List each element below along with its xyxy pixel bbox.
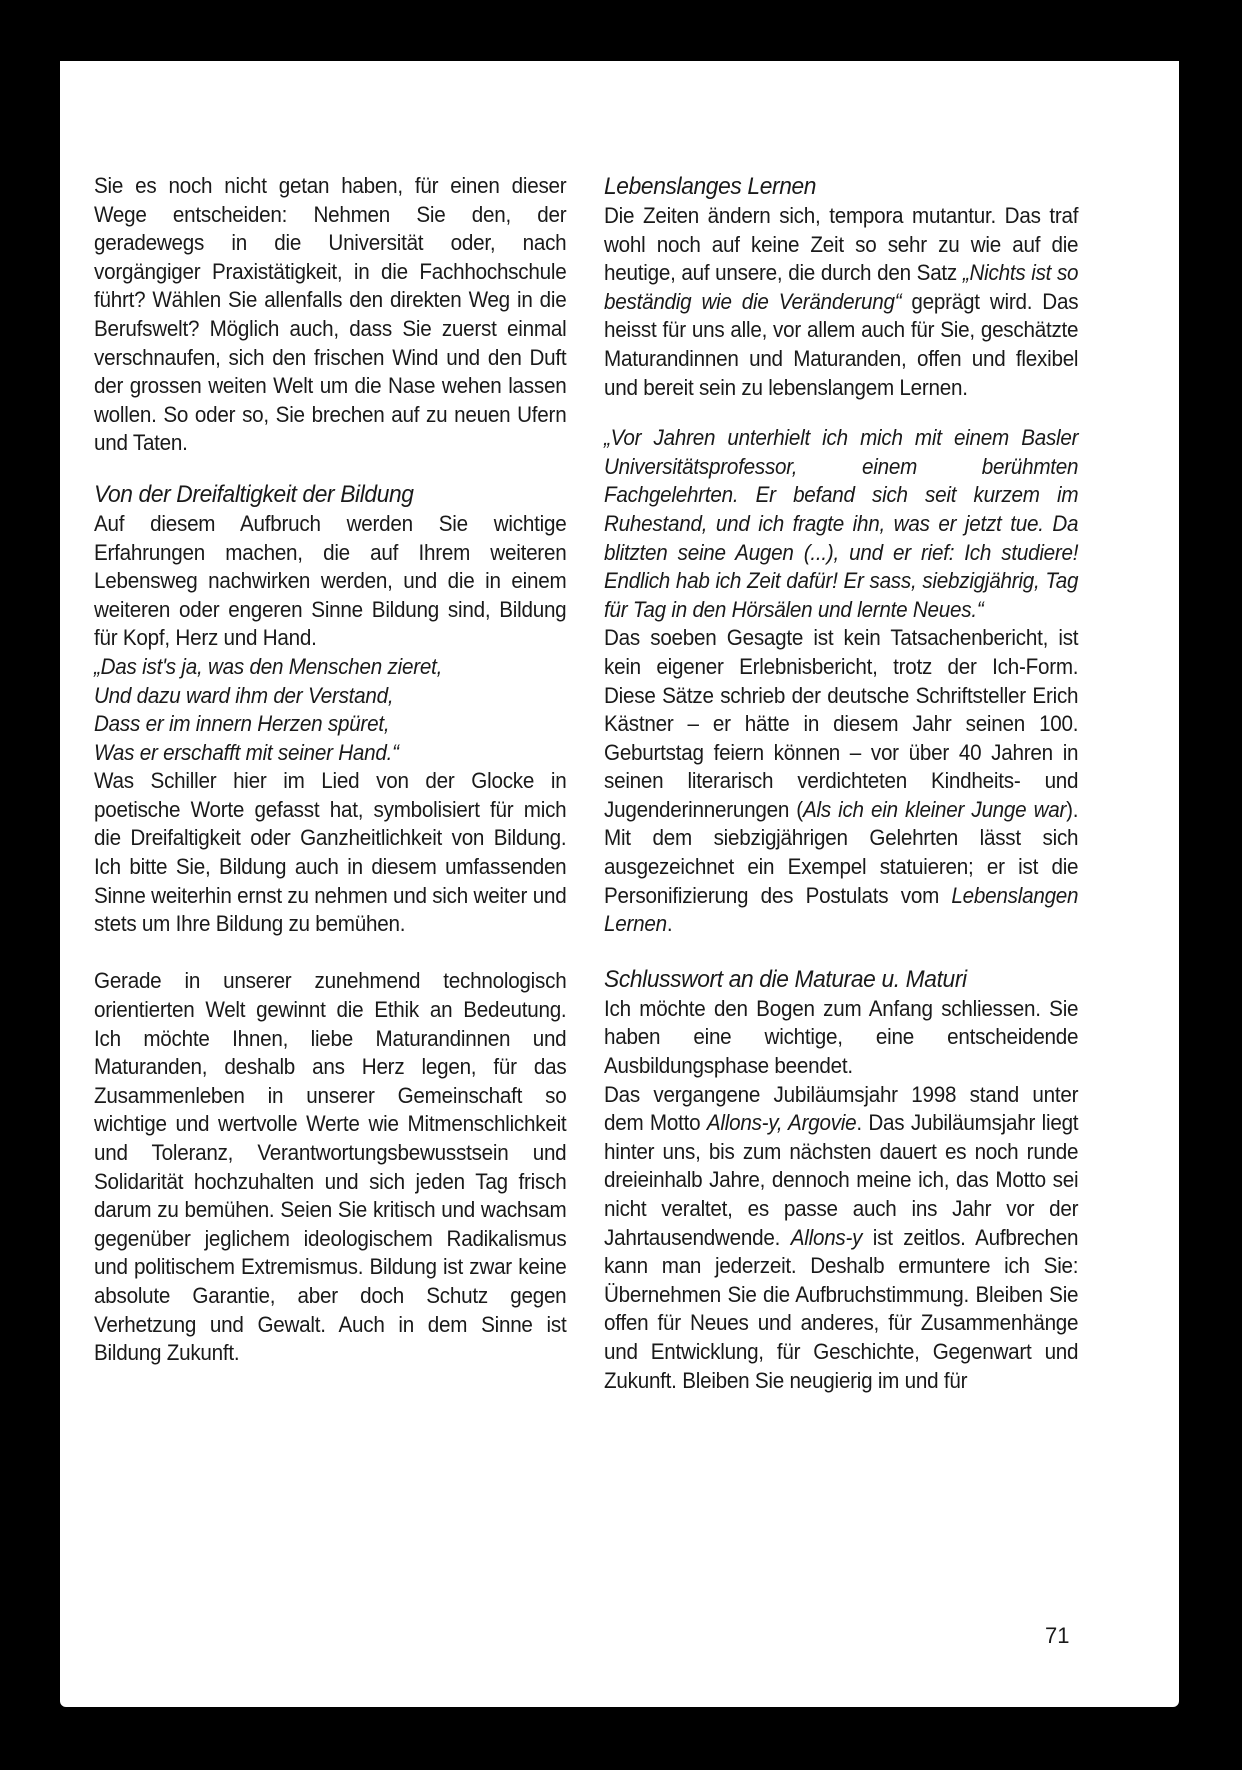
ethics-paragraph: Gerade in unserer zunehmend technologisch orientierten Welt gewinnt die Ethik an Bedeutung. Ich möchte Ihnen, liebe Maturandinnen und Maturanden, deshalb ans Herz legen, für das Zusammenleben in unserer Gemeinschaft so wichtige und wertvolle Werte wie Mitmenschlichkeit und Toleranz, Verantwortungsbewusstsein und Solidarität hochzuhalten und sich jeden Tag frisch darum zu bemühen. Seien Sie kritisch und wachsam gegenüber jeglichem ideologischem Radikalismus und politischem Extremismus. Bildung ist zwar keine absolute Garantie, aber doch Schutz gegen Verhetzung und Gewalt. Auch in dem Sinne ist Bildung Zukunft. [94,968,567,1366]
verse-line: „Das ist's ja, was den Menschen zieret, [94,653,443,679]
kaestner-quote: „Vor Jahren unterhielt ich mich mit einem Basler Universitätsprofessor, einem berühmten Fachgelehrten. Er befand sich seit kurzem im Ruhestand, und ich fragte ihn, was er jetzt tue. Da blitzten seine Augen (...), und er rief: Ich studiere! Endlich hab ich Zeit dafür! Er sass, siebzigjährig, Tag für Tag in den Hörsälen und lernte Neues.“ [604,425,1079,622]
page-number: 71 [1045,1623,1070,1648]
motto-run: Allons-y, Argovie [706,1110,857,1136]
verse-line: Und dazu ward ihm der Verstand, [94,682,394,708]
text-run: geprägt wird. Das heisst für uns alle, vor allem auch für Sie, geschätzte Maturandinnen und Maturanden, offen und flexibel und bereit sein zu lebenslangem Lernen. [604,288,1079,400]
section-heading-lebenslanges-lernen: Lebenslanges Lernen [604,173,817,200]
section-paragraph [604,202,1078,402]
schiller-verse [94,653,566,767]
motto-run: Allons-y [790,1224,863,1250]
verse-line: Was er erschafft mit seiner Hand.“ [94,739,399,765]
intro-paragraph: Sie es noch nicht getan haben, für einen dieser Wege entscheiden: Nehmen Sie den, der geradewegs in die Universität oder, nach vorgängiger Praxistätigkeit, in die Fachhochschule führt? Wählen Sie allenfalls den direkten Weg in die Berufswelt? Möglich auch, dass Sie zuerst einmal verschnaufen, sich den frischen Wind und den Duft der grossen weiten Welt um die Nase wehen lassen wollen. So oder so, Sie brechen auf zu neuen Ufern und Taten. [94,173,567,456]
section-paragraph: Ich möchte den Bogen zum Anfang schliessen. Sie haben eine wichtige, eine entscheidende Ausbildungsphase beendet. [604,995,1079,1079]
text-run: . [666,911,673,937]
book-title: Als ich ein kleiner Junge war [802,796,1067,822]
section-paragraph [604,624,1078,939]
left-column [94,172,566,1368]
text-run: Die Zeiten ändern sich, tempora mutantur. Das traf wohl noch auf keine Zeit so sehr zu wie auf die heutige, auf unsere, die durch den Satz [604,203,1079,286]
section-heading-dreifaltigkeit: Von der Dreifaltigkeit der Bildung [94,480,414,508]
section-paragraph: Was Schiller hier im Lied von der Glocke in poetische Worte gefasst hat, symbolisiert für mich die Dreifaltigkeit oder Ganzheitlichkeit von Bildung. Ich bitte Sie, Bildung auch in diesem umfassenden Sinne weiterhin ernst zu nehmen und sich weiter und stets um Ihre Bildung zu bemühen. [94,768,567,937]
text-run: ). Mit dem siebzigjährigen Gelehrten lässt sich ausgezeichnet ein Exempel statuieren; er ist die Personifizierung des Postulats vom [604,796,1079,908]
text-run: . Das Jubiläumsjahr liegt hinter uns, bis zum nächsten dauert es noch runde dreieinhalb Jahre, dennoch meine ich, das Motto sei nicht veraltet, es passe auch ins Jahr vor der Jahrtausendwende. [604,1110,1079,1250]
verse-line: Dass er im innern Herzen spüret, [94,711,390,737]
text-run: ist zeitlos. Aufbrechen kann man jederzeit. Deshalb ermuntere ich Sie: Übernehmen Sie die Aufbruchstimmung. Bleiben Sie offen für Neues und anderes, für Zusammenhänge und Entwicklung, für Geschichte, Gegenwart und Zukunft. Bleiben Sie neugierig im und für [604,1224,1079,1393]
right-column [604,172,1078,1395]
term-run: Lebenslangen Lernen [604,882,1079,937]
quote-run: „Nichts ist so beständig wie die Veränderung“ [604,260,1079,314]
section-paragraph: Auf diesem Aufbruch werden Sie wichtige Erfahrungen machen, die auf Ihrem weiteren Lebensweg nachwirken werden, und die in einem weiteren oder engeren Sinne Bildung sind, Bildung für Kopf, Herz und Hand. [94,510,567,651]
section-heading-schlusswort: Schlusswort an die Maturae u. Maturi [604,965,967,993]
section-paragraph [604,1081,1078,1396]
text-run: Das vergangene Jubiläumsjahr 1998 stand unter dem Motto [604,1081,1079,1136]
text-run: Das soeben Gesagte ist kein Tatsachenbericht, ist kein eigener Erlebnisbericht, trotz der Ich-Form. Diese Sätze schrieb der deutsche Schriftsteller Erich Kästner – er hätte in diesem Jahr seinen 100. Geburtstag feiern können – vor über 40 Jahren in seinen literarisch verdichteten Kindheits- und Jugenderinnerungen ( [604,625,1079,822]
